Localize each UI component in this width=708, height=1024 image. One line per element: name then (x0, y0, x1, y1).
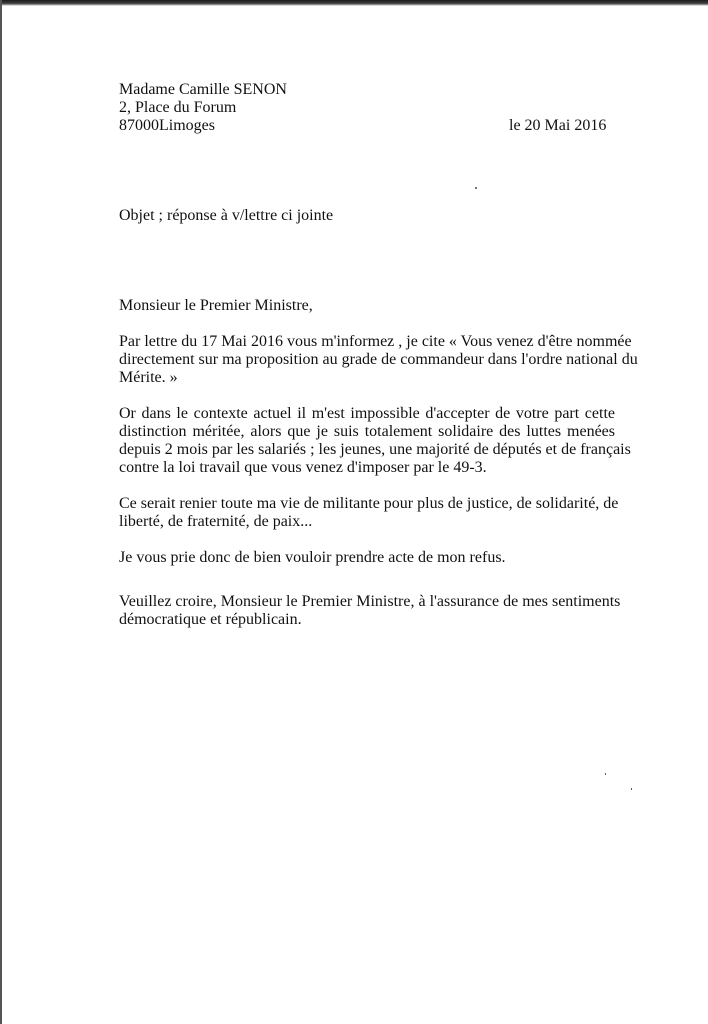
scan-speck (631, 788, 632, 790)
scan-speck (605, 773, 606, 775)
sender-name: Madame Camille SENON (119, 81, 287, 98)
paragraph-line: Je vous prie donc de bien vouloir prendre acte de mon refus. (119, 549, 506, 566)
paragraph-values (119, 495, 619, 531)
paragraph-line: depuis 2 mois par les salariés ; les jeunes, une majorité de députés et de français (119, 441, 631, 458)
letter-subject: Objet ; réponse à v/lettre ci jointe (119, 207, 334, 224)
paragraph-line: directement sur ma proposition au grade de commandeur dans l'ordre national du (119, 351, 638, 368)
paragraph-line: Veuillez croire, Monsieur le Premier Ministre, à l'assurance de mes sentiments (119, 593, 621, 610)
paragraph-line: démocratique et républicain. (119, 611, 302, 628)
letter-date: le 20 Mai 2016 (509, 117, 607, 134)
paragraph-refusal-context (119, 405, 631, 477)
paragraph-closing (119, 593, 621, 629)
paragraph-line: Or dans le contexte actuel il m'est impossible d'accepter de votre part cette (119, 405, 615, 422)
paragraph-line: Par lettre du 17 Mai 2016 vous m'informez , je cite « Vous venez d'être nommée (119, 333, 632, 350)
scan-edge-left (0, 0, 2, 1024)
paragraph-line: Ce serait renier toute ma vie de militante pour plus de justice, de solidarité, de (119, 495, 619, 512)
sender-street: 2, Place du Forum (119, 99, 237, 116)
scan-edge-top (0, 0, 708, 6)
letter-salutation: Monsieur le Premier Ministre, (119, 297, 313, 314)
scan-speck (475, 187, 477, 189)
paragraph-invitation (119, 333, 638, 387)
paragraph-request (119, 549, 615, 567)
sender-city: 87000Limoges (119, 117, 215, 134)
paragraph-line: contre la loi travail que vous venez d'imposer par le 49-3. (119, 459, 487, 476)
paragraph-line: distinction méritée, alors que je suis totalement solidaire des luttes menées (119, 423, 615, 440)
paragraph-line: Mérite. » (119, 369, 178, 386)
paragraph-line: liberté, de fraternité, de paix... (119, 513, 313, 530)
